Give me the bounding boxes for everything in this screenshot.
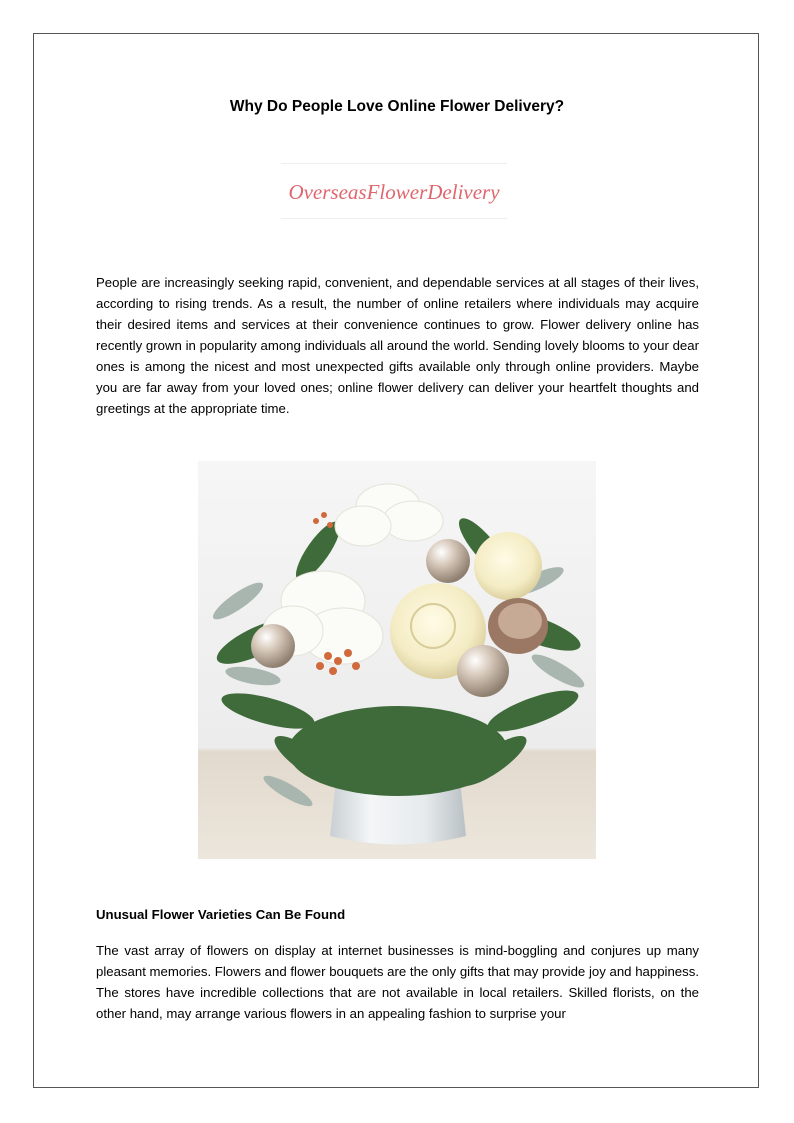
section-paragraph: The vast array of flowers on display at internet businesses is mind-boggling and conjures up many pleasant memories. Flowers and flower bouquets are the only gifts that may provide joy and happiness. The stores have incredible collections that are not available in local retailers. Skilled florists, on the other hand, may arrange various flowers in an appealing fashion to surprise your — [96, 943, 699, 1021]
brand-logo — [281, 163, 507, 219]
brand-logo-text: OverseasFlowerDelivery — [288, 180, 500, 204]
intro-paragraph: People are increasingly seeking rapid, convenient, and dependable services at all stages of their lives, according to rising trends. As a result, the number of online retailers where individuals may acquire their desired items and services at their convenience continues to grow. Flower delivery online has recently grown in popularity among individuals all around the world. Sending lovely blooms to your dear ones is among the nicest and most unexpected gifts available only through online providers. Maybe you are far away from your loved ones; online flower delivery can deliver your heartfelt thoughts and greetings at the appropriate time. — [96, 275, 699, 416]
page-title: Why Do People Love Online Flower Delivery? — [229, 98, 565, 115]
section-heading: Unusual Flower Varieties Can Be Found — [96, 907, 346, 922]
flower-bouquet-image — [198, 461, 596, 859]
